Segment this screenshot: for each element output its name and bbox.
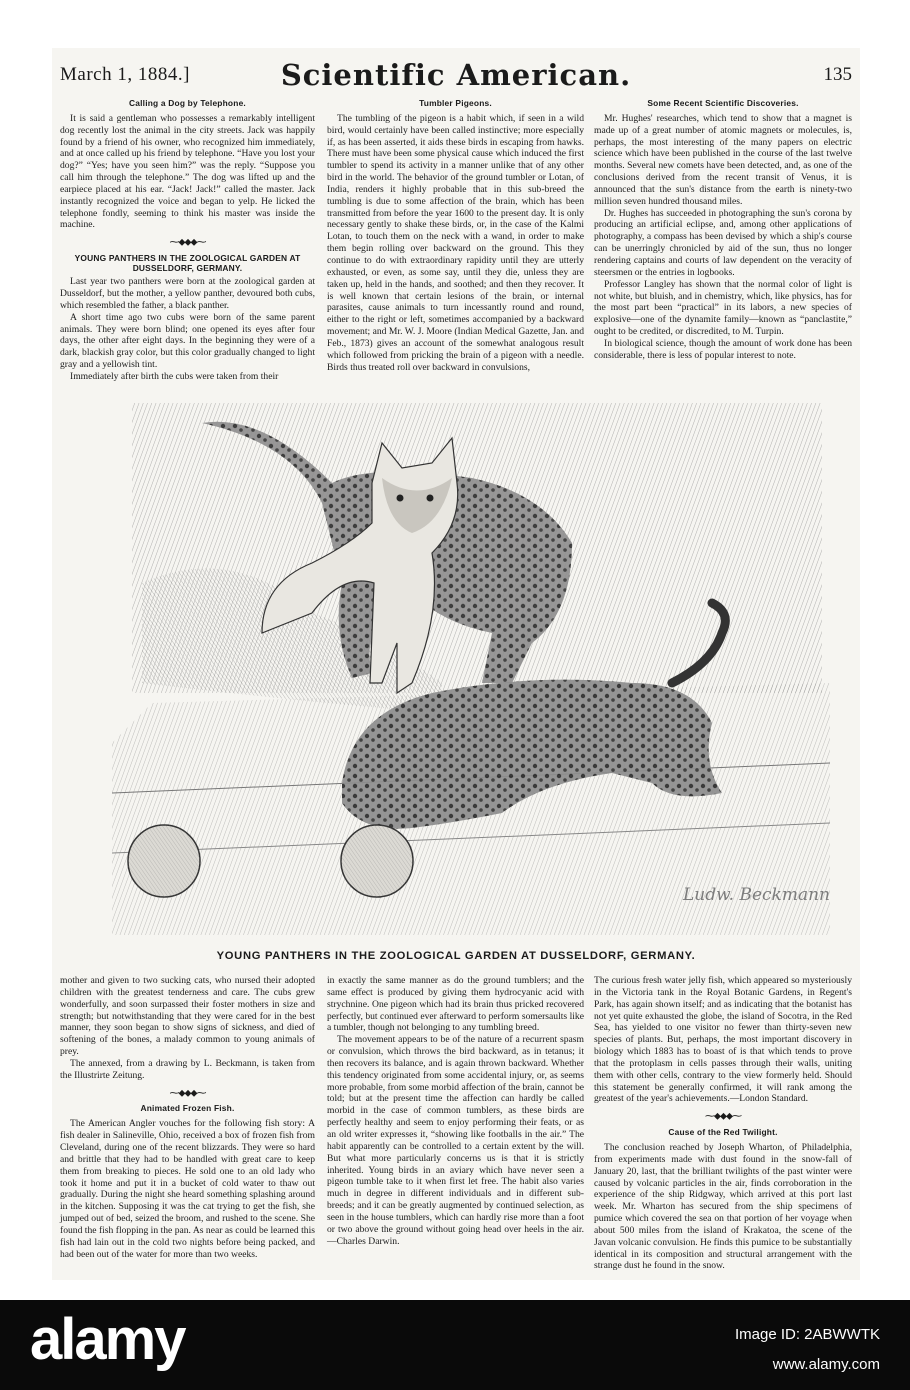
- article-paragraph: In biological science, though the amount of work done has been considerable, there is less of popular interest to note.: [594, 337, 852, 361]
- article-paragraph: The American Angler vouches for the following fish story: A fish dealer in Salineville, Ohio, received a box of frozen fish from Cleveland, during one of the recent blizzards. They were so hard and brittle that they had to be handled with great care to keep them from breaking to pieces. He sold one to an old lady who took it home and put it in a bucket of cold water to thaw out gradually. During the night she heard something splashing around in the kitchen. Supposing it was the cat trying to get the fish, she jumped out of bed, seized the broom, and rushed to the scene. She found the fish flopping in the pan. As near as could be learned this fish had lain out in the cold two nights before being packed, and had been out of the water for more than two weeks.: [60, 1118, 315, 1260]
- page-number: 135: [823, 64, 852, 85]
- section-ornament: ⁓⬥⬥⬥⁓: [169, 237, 206, 249]
- article-paragraph: The curious fresh water jelly fish, which appeared so mysteriously in the Victoria tank in the Royal Botanic Gardens, in Regent's Park, has again shown itself; and as indicating that the botanist has not yet quite exhausted the globe, the island of Socotra, in the Red Sea, has yielded to one visitor no fewer than thirty-seven new species of plants. But, perhaps, the most important discovery in biology which 1883 has to boast of is that which tends to prove that the protoplasm in cells passes through their walls, uniting them with other cells, contrary to the view formerly held. Should this statement be generally confirmed, it will rank among the greatest of the year's achievements.—London Standard.: [594, 975, 852, 1105]
- lower-column-3: [594, 975, 852, 1272]
- article-paragraph: Immediately after birth the cubs were taken from their: [70, 370, 279, 382]
- article-paragraph: It is said a gentleman who possesses a remarkably intelligent dog recently lost the animal in the city streets. Jack was happily found by a friend of his owner, who recognized him immediately, and at once called up his friend by telephone. “Have you lost your dog?” “Yes; have you seen him?” was the reply. “Suppose you call him through the telephone.” The dog was lifted up and the earpiece placed at his ear. “Jack! Jack!” called the master. Jack instantly recognized the voice and began to yelp. He licked the telephone fondly, seeming to think his master was inside the machine.: [60, 112, 315, 231]
- article-heading: Calling a Dog by Telephone.: [129, 98, 246, 108]
- image-id: Image ID: 2ABWWTK: [734, 1326, 880, 1343]
- article-paragraph: in exactly the same manner as do the ground tumblers; and the same effect is produced by giving them hydrocyanic acid with strychnine. One pigeon which had its brain thus pricked recovered perfectly, but continued ever afterward to perform somersaults like a tumbler, though not belonging to any tumbling breed.: [327, 975, 584, 1034]
- alamy-logo: alamy: [30, 1307, 185, 1372]
- lower-column-1: [60, 975, 315, 1260]
- upper-column-3: [594, 96, 852, 362]
- article-paragraph: The movement appears to be of the nature of a recurrent spasm or convulsion, which throws the bird backward, as in tetanus; it then recovers its balance, and is again thrown backward. Whether this tendency originated from some accidental injury, or, as seems more probable, from some morbid affection of the brain, cannot be told; but at the present time the affection can hardly be called morbid in the case of common tumblers, as these birds are perfectly healthy and seem to enjoy performing their feats, or as an old writer expresses it, “showing like footballs in the air.” The habit apparently can be controlled to a certain extent by the will. But what more particularly concerns us is that it is strictly inherited. Young birds in an aviary which have never seen a pigeon tumble take to it when first let free. The habit also varies much in degree in different individuals and in different sub-breeds; and it can be greatly augmented by continued selection, as seen in the house tumblers, which can hardly rise more than a foot or two above the ground without going head over heels in the air.—Charles Darwin.: [327, 1034, 584, 1247]
- article-paragraph: mother and given to two sucking cats, who nursed their adopted children with the greatest tenderness and care. The cubs grew wonderfully, and soon surpassed their foster mothers in size and strength; but notwithstanding that they were cared for in the best manner, they soon began to show signs of sickness, and died of softening of the bones, a malady common to young animals of prey.: [60, 975, 315, 1058]
- upper-column-2: [327, 96, 584, 373]
- article-heading: YOUNG PANTHERS IN THE ZOOLOGICAL GARDEN AT DUSSELDORF, GERMANY.: [74, 253, 301, 274]
- image-credit: [735, 1320, 880, 1380]
- issue-date: March 1, 1884.]: [60, 64, 190, 85]
- article-heading: Cause of the Red Twilight.: [668, 1127, 778, 1138]
- article-heading: Some Recent Scientific Discoveries.: [647, 98, 799, 108]
- panthers-engraving: [112, 383, 830, 935]
- engraving-illustration: [112, 383, 830, 935]
- page-header: [60, 58, 852, 92]
- article-paragraph: Mr. Hughes' researches, which tend to show that a magnet is made up of a great number of atomic magnets or molecules, is, perhaps, the most interesting of the many papers on electric science which have been published in the course of the last twelve months. Several new comets have been detected, and, as one of the conclusions derived from the recent transit of Venus, it is announced that the sun's distance from the earth is ninety-two million seven hundred thousand miles.: [594, 112, 852, 207]
- article-paragraph: The annexed, from a drawing by L. Beckmann, is taken from the Illustrirte Zeitung.: [60, 1057, 315, 1081]
- article-paragraph: A short time ago two cubs were born of the same parent animals. They were born blind; one opened its eyes after four days, the other after eight days. In the beginning they were of a dark, blackish gray color, but this color gradually changed to light gray and a yellowish tint.: [60, 311, 315, 371]
- lower-column-2: [327, 975, 584, 1247]
- article-paragraph: Last year two panthers were born at the zoological garden at Dusseldorf, but the mother, a yellow panther, devoured both cubs, which resembled the father, a black panther.: [60, 276, 315, 311]
- artist-signature: Ludw. Beckmann: [683, 885, 830, 905]
- section-ornament: ⁓⬥⬥⬥⁓: [705, 1111, 741, 1123]
- figure-caption: YOUNG PANTHERS IN THE ZOOLOGICAL GARDEN AT DUSSELDORF, GERMANY.: [216, 950, 696, 962]
- article-heading: Animated Frozen Fish.: [140, 1103, 235, 1114]
- section-ornament: ⁓⬥⬥⬥⁓: [169, 1087, 206, 1099]
- masthead: Scientific American.: [280, 58, 632, 92]
- article-paragraph: Dr. Hughes has succeeded in photographing the sun's corona by producing an artificial eclipse, and, among other applications of photography, a compass has been devised by which a ship's course can be unerringly chronicled by aid of the sun, thus no longer rendering captains and courts of law dependent on the veracity of steersmen or the entries in logbooks.: [594, 207, 852, 278]
- article-paragraph: The conclusion reached by Joseph Wharton, of Philadelphia, from experiments made with dust found in the snow-fall of January 20, last, that the brilliant twilights of the past winter were caused by volcanic particles in the air, finds corroboration in the experience of the ship Ridgway, which arrived at this port last week. Mr. Wharton has secured from the ship specimens of pumice which covered the sea on that portion of her voyage when about 500 miles from the island of Krakatoa, the scene of the Javan volcanic convulsion. He finds this pumice to be substantially identical in its composition and structural arrangement with the strange dust he found in the snow.: [594, 1141, 852, 1272]
- upper-column-1: [60, 96, 315, 383]
- stock-footer-bar: [0, 1300, 910, 1390]
- article-heading: Tumbler Pigeons.: [419, 98, 492, 108]
- site-url: www.alamy.com: [772, 1356, 880, 1373]
- article-paragraph: The tumbling of the pigeon is a habit which, if seen in a wild bird, would certainly have been called instinctive; more especially if, as has been asserted, it aids these birds in escaping from hawks. There must have been some physical cause which induced the first tumbler to spend its activity in a manner unlike that of any other bird in the world. The behavior of the ground tumbler or Lotan, of India, renders it highly probable that in this sub-breed the tumbling is due to some affection of the brain, which has been transmitted from before the year 1600 to the present day. It is only necessary gently to shake these birds, or, in the case of the Kalmi Lotan, to touch them on the neck with a wand, in order to make them begin rolling over backward on the ground. This they continue to do with extraordinary rapidity until they are utterly exhausted, or even, as some say, until they die, unless they are taken up, held in the hands, and soothed; and then they recover. It is well known that certain lesions of the brain, or internal parasites, cause animals to turn incessantly round and round, either to the right or left, sometimes accompanied by a backward movement; and Mr. W. J. Moore (Indian Medical Gazette, Jan. and Feb., 1873) gives an account of the somewhat analogous result which followed from pricking the brain of a pigeon with a needle. Birds thus treated roll over backward in convulsions,: [327, 112, 584, 373]
- article-paragraph: Professor Langley has shown that the normal color of light is not white, but bluish, and in chemistry, which, like physics, has for the most part been “practical” in its labors, a new species of explosive—one of the dynamite family—known as “panclastite,” ought to be credited, or discredited, to M. Turpin.: [594, 278, 852, 338]
